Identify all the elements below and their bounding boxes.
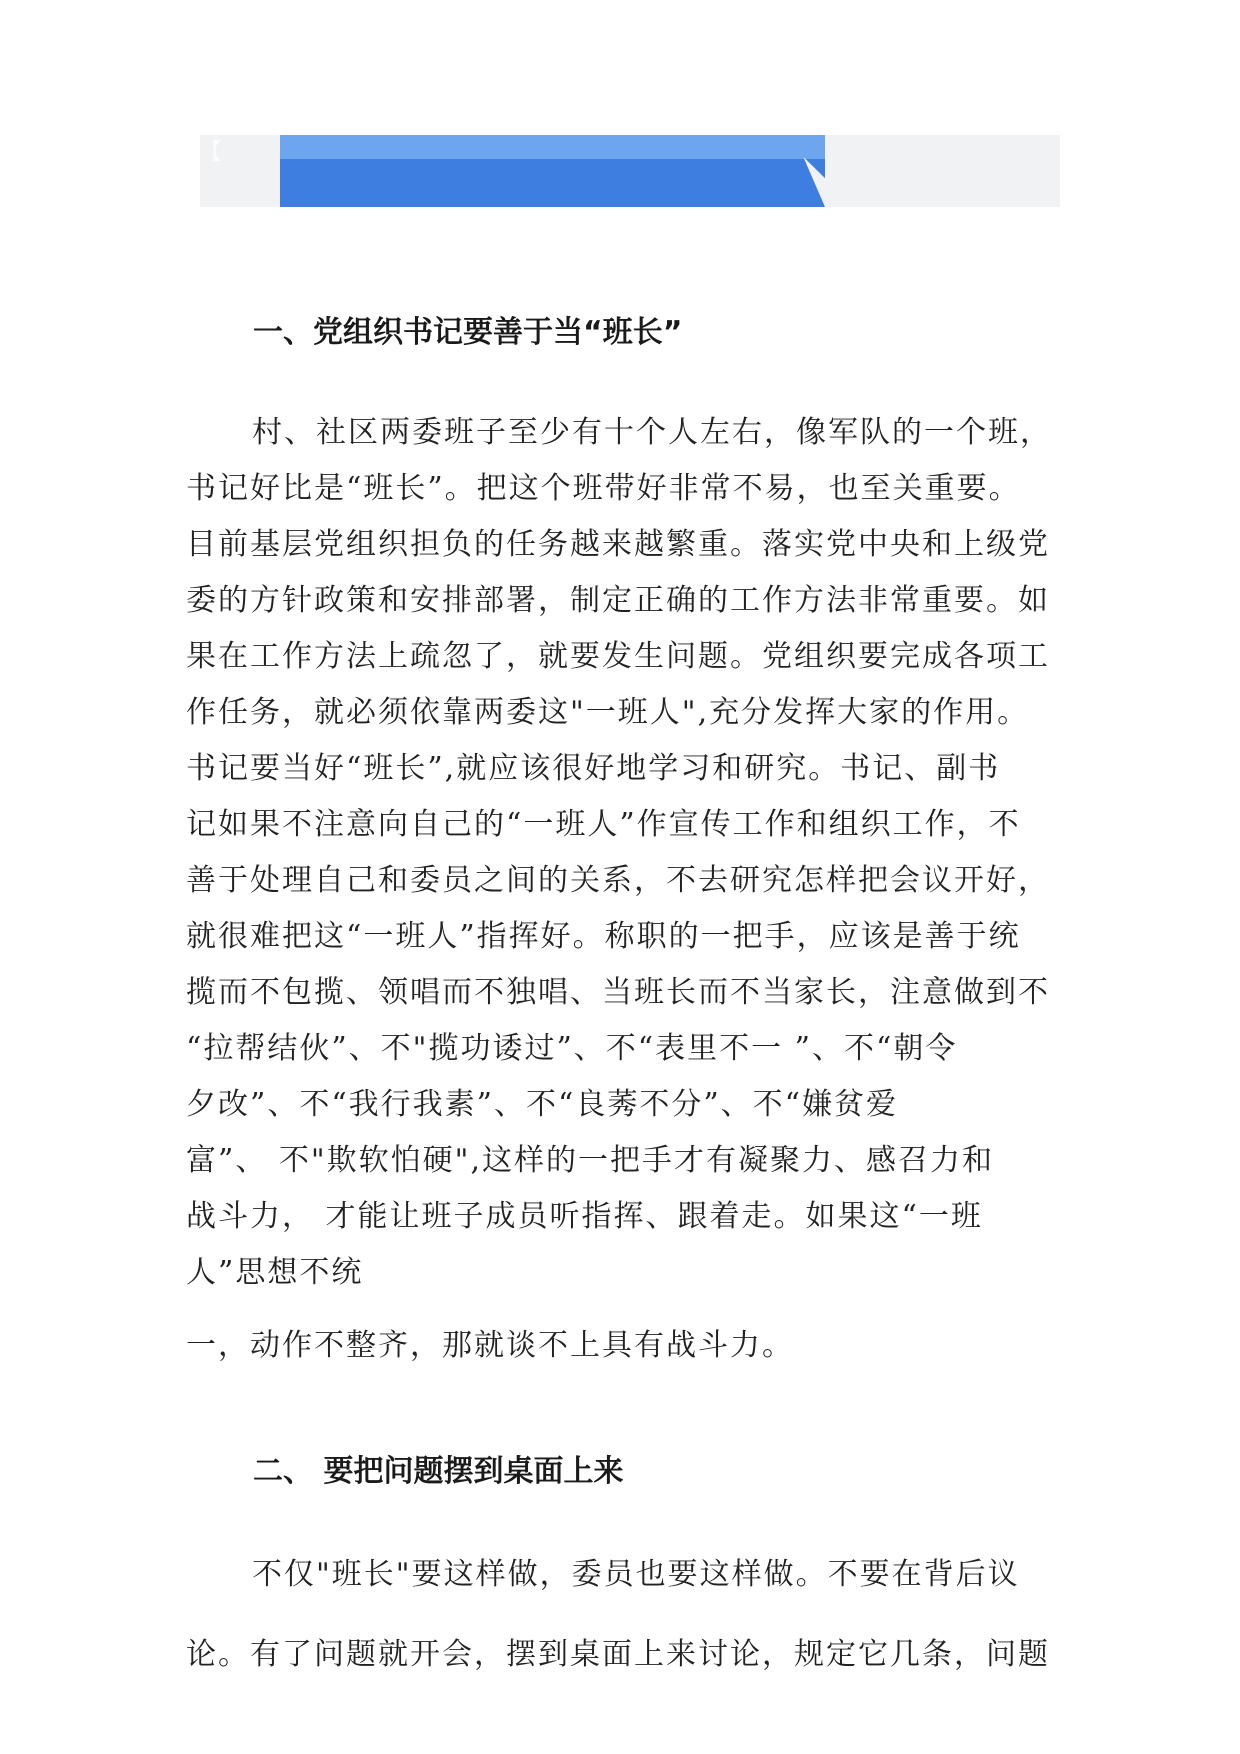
paragraph-line: 论。有了问题就开会，摆到桌面上来讨论，规定它几条，问题 — [186, 1637, 1050, 1672]
paragraph-1 — [186, 405, 1066, 1301]
paragraph-line: 书记好比是“班长”。把这个班带好非常不易，也至关重要。 — [186, 471, 1021, 506]
paragraph-line: 善于处理自己和委员之间的关系，不去研究怎样把会议开好， — [186, 863, 1050, 898]
banner-ribbon-highlight — [280, 135, 825, 159]
paragraph-line: 村、社区两委班子至少有十个人左右，像军队的一个班， — [252, 415, 1052, 450]
paragraph-line: 夕改”、不“我行我素”、不“良莠不分”、不“嫌贫爱 — [186, 1087, 899, 1122]
paragraph-line: “拉帮结伙”、不"揽功诿过”、不“表里不一 ”、不“朝令 — [186, 1031, 958, 1066]
banner-title: 【 — [200, 140, 223, 165]
header-banner — [200, 135, 1060, 207]
paragraph-line: 一，动作不整齐，那就谈不上具有战斗力。 — [186, 1328, 794, 1363]
section-heading-1: 一、党组织书记要善于当“班长” — [253, 315, 683, 350]
paragraph-line: 委的方针政策和安排部署，制定正确的工作方法非常重要。如 — [186, 583, 1050, 618]
paragraph-line: 揽而不包揽、领唱而不独唱、当班长而不当家长，注意做到不 — [186, 975, 1050, 1010]
paragraph-line: 果在工作方法上疏忽了，就要发生问题。党组织要完成各项工 — [186, 639, 1050, 674]
paragraph-line: 富”、 不"欺软怕硬",这样的一把手才有凝聚力、感召力和 — [186, 1143, 995, 1178]
banner-ribbon — [280, 135, 825, 207]
paragraph-line: 不仅"班长"要这样做，委员也要这样做。不要在背后议 — [252, 1557, 1020, 1592]
paragraph-line: 战斗力， 才能让班子成员听指挥、跟着走。如果这“一班 — [186, 1199, 983, 1234]
paragraph-3 — [186, 1535, 1066, 1695]
paragraph-line: 人”思想不统 — [186, 1255, 364, 1290]
paragraph-line: 记如果不注意向自己的“一班人”作宣传工作和组织工作，不 — [186, 807, 1021, 842]
paragraph-2 — [186, 1318, 1066, 1374]
paragraph-line: 作任务，就必须依靠两委这"一班人",充分发挥大家的作用。 — [186, 695, 1030, 730]
paragraph-line: 书记要当好“班长”,就应该很好地学习和研究。书记、副书 — [186, 751, 1001, 786]
paragraph-line: 目前基层党组织担负的任务越来越繁重。落实党中央和上级党 — [186, 527, 1050, 562]
section-heading-2: 二、 要把问题摆到桌面上来 — [253, 1454, 624, 1489]
paragraph-line: 就很难把这“一班人”指挥好。称职的一把手，应该是善于统 — [186, 919, 1021, 954]
